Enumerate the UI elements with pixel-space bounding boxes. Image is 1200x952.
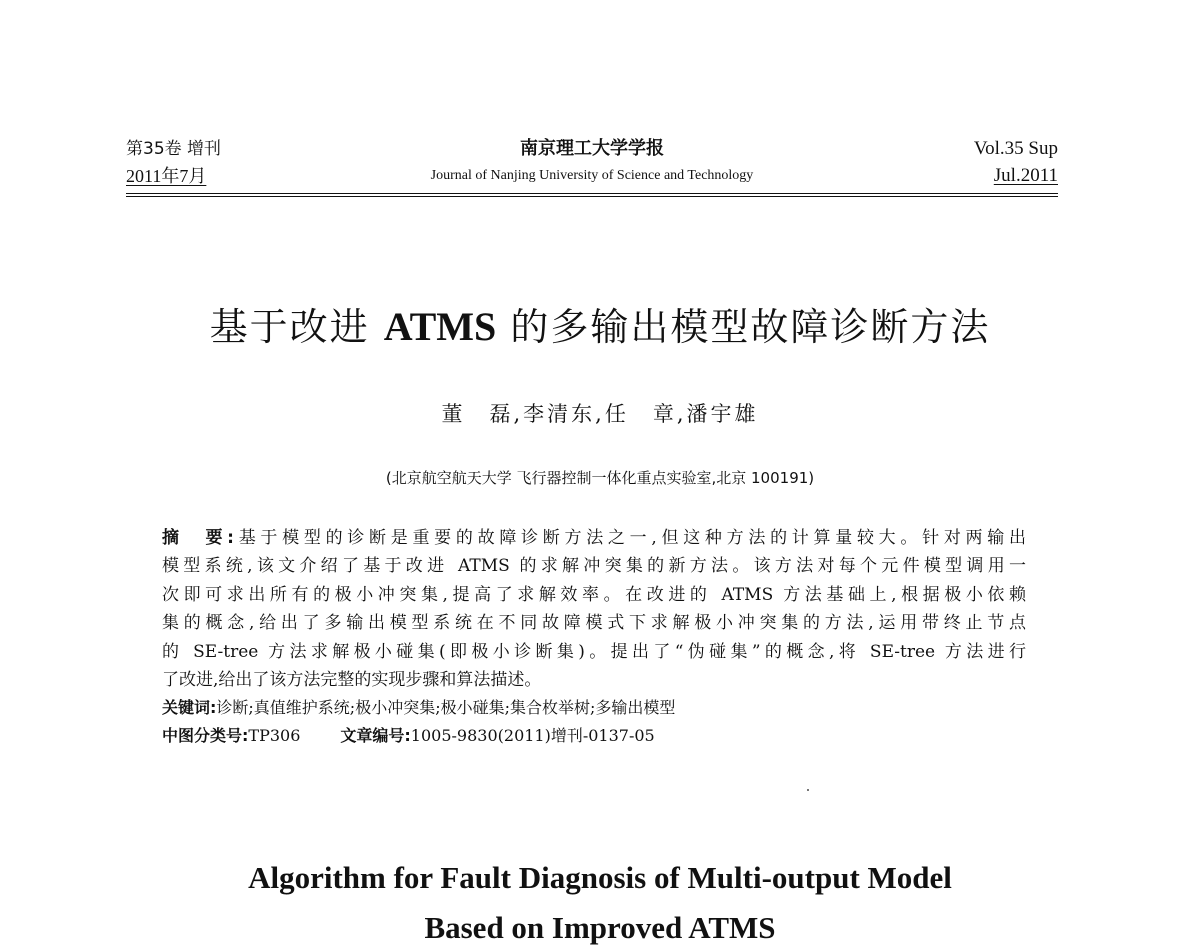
title-cn-latin: ATMS: [383, 304, 497, 349]
clc-label: 中图分类号:: [162, 726, 249, 746]
scan-dot: [807, 789, 809, 791]
header-rule-top: [126, 193, 1058, 194]
article-number-value: 1005-9830(2011)增刊-0137-05: [410, 726, 655, 746]
paper-title-en-line1: Algorithm for Fault Diagnosis of Multi-output Model: [248, 860, 952, 895]
publication-date-en: Jul.2011: [993, 165, 1058, 186]
classification-row: [162, 722, 1026, 750]
abstract-block: [162, 524, 1026, 750]
abstract-line-2: 模型系统,该文介绍了基于改进 ATMS 的求解冲突集的新方法。该方法对每个元件模型调用一: [162, 556, 1026, 577]
journal-name-en: Journal of Nanjing University of Science and Technology: [430, 168, 754, 183]
paper-title-en-line2: Based on Improved ATMS: [424, 910, 776, 945]
abstract-line-1: [162, 524, 1026, 552]
header-rule-bottom: [126, 196, 1058, 197]
abstract-line-3: 次即可求出所有的极小冲突集,提高了求解效率。在改进的 ATMS 方法基础上,根据极小依赖: [162, 584, 1026, 605]
volume-issue: 第35卷 增刊: [126, 139, 222, 159]
abstract-line-5: 的 SE-tree 方法求解极小碰集(即极小诊断集)。提出了“伪碰集”的概念,将 SE-tree 方法进行: [162, 641, 1026, 662]
title-cn-part2: 的多输出模型故障诊断方法: [496, 305, 991, 349]
title-cn-part1: 基于改进: [209, 305, 384, 349]
journal-name-cn: 南京理工大学学报: [520, 138, 664, 159]
article-number-label: 文章编号:: [340, 726, 411, 746]
abstract-text-1: 基于模型的诊断是重要的故障诊断方法之一,但这种方法的计算量较大。针对两输出: [233, 528, 1026, 548]
keywords-row: [162, 694, 1026, 722]
abstract-line-4: 集的概念,给出了多输出模型系统在不同故障模式下求解极小冲突集的方法,运用带终止节点: [162, 613, 1026, 634]
publication-date-cn: 2011年7月: [126, 166, 207, 186]
paper-title-cn: [0, 296, 1200, 351]
volume-info-en: [974, 136, 1058, 190]
keywords-text: 诊断;真值维护系统;极小冲突集;极小碰集;集合枚举树;多输出模型: [216, 698, 676, 718]
keywords-label: 关键词:: [162, 698, 217, 718]
clc-value: TP306: [248, 726, 301, 746]
author-affiliation: (北京航空航天大学 飞行器控制一体化重点实验室,北京 100191): [385, 469, 815, 487]
abstract-line-6: 了改进,给出了该方法完整的实现步骤和算法描述。: [162, 669, 542, 690]
volume-issue-en: Vol.35 Sup: [973, 138, 1058, 159]
abstract-label: 摘 要:: [162, 528, 234, 548]
author-list: 董 磊,李清东,任 章,潘宇雄: [441, 402, 759, 426]
journal-name: [126, 136, 1058, 190]
